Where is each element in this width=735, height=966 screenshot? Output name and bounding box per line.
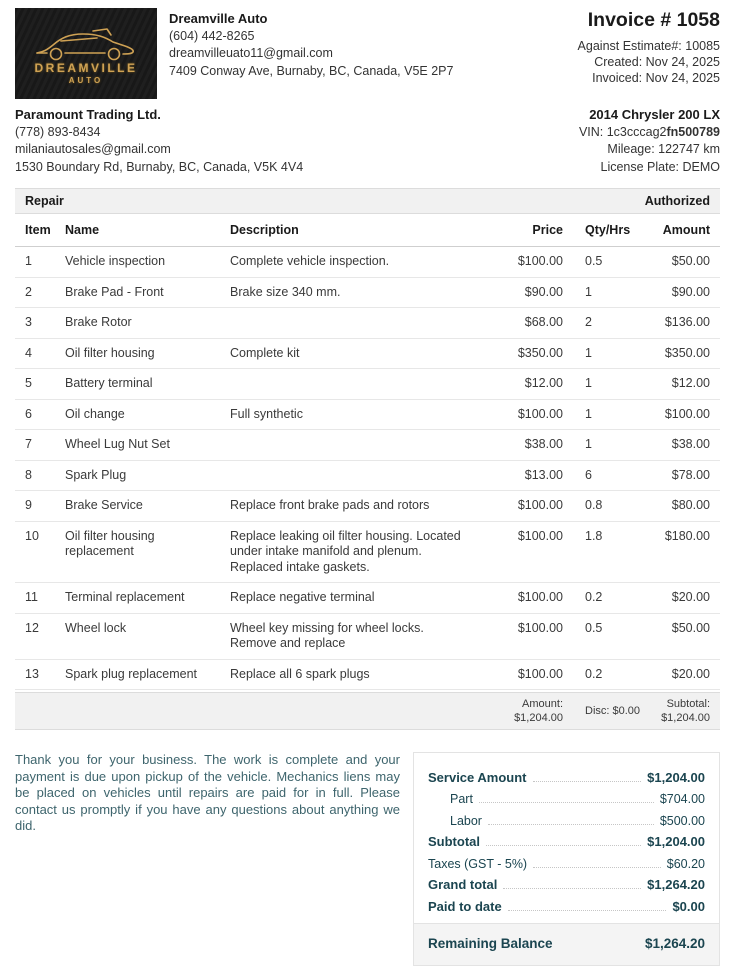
item-price: $100.00 <box>517 620 563 635</box>
taxes-label: Taxes (GST - 5%) <box>428 856 528 871</box>
item-name: Vehicle inspection <box>65 254 166 268</box>
labor-row <box>414 806 719 828</box>
summary-subtotal <box>645 697 710 725</box>
item-name: Spark plug replacement <box>65 666 198 681</box>
table-row <box>15 491 720 522</box>
item-number: 2 <box>25 284 32 299</box>
item-amount: $38.00 <box>671 437 710 451</box>
item-name: Oil change <box>65 406 125 421</box>
item-description: Brake size 340 mm. <box>230 284 341 299</box>
item-amount: $12.00 <box>671 376 710 390</box>
item-amount: $90.00 <box>671 284 710 299</box>
item-amount: $100.00 <box>664 406 710 421</box>
labor-label: Labor <box>450 813 482 828</box>
dotted-leader <box>486 845 641 846</box>
remaining-balance-label: Remaining Balance <box>428 935 553 951</box>
item-number: 4 <box>25 345 32 360</box>
item-amount: $20.00 <box>671 590 710 604</box>
paid-to-date-value: $0.00 <box>672 898 705 914</box>
item-name: Spark Plug <box>65 467 127 482</box>
item-name: Terminal replacement <box>65 590 185 604</box>
item-name: Oil filter housing replacement <box>65 528 155 558</box>
logo-subtitle: AUTO <box>68 75 104 85</box>
customer-address: 1530 Boundary Rd, Burnaby, BC, Canada, V5K 4V4 <box>15 159 304 174</box>
summary-amount-label: Amount: <box>522 698 563 710</box>
item-price: $100.00 <box>517 528 563 543</box>
item-amount: $180.00 <box>664 528 710 543</box>
item-amount: $78.00 <box>671 467 710 482</box>
subtotal-row <box>414 828 719 850</box>
table-row <box>15 522 720 584</box>
item-price: $100.00 <box>517 498 563 512</box>
item-description: Complete vehicle inspection. <box>230 254 390 268</box>
invoice-created-date: Created: Nov 24, 2025 <box>594 55 720 69</box>
grand-total-label: Grand total <box>428 877 498 892</box>
item-price: $100.00 <box>517 590 563 604</box>
item-qty: 1 <box>585 437 592 451</box>
item-name: Brake Service <box>65 498 143 512</box>
business-phone: (604) 442-8265 <box>169 28 255 43</box>
part-value: $704.00 <box>659 792 705 806</box>
item-description: Replace all 6 spark plugs <box>230 666 370 681</box>
item-amount: $350.00 <box>664 345 710 360</box>
vehicle-license-plate: License Plate: DEMO <box>600 159 720 174</box>
service-amount-row <box>414 763 719 785</box>
table-row <box>15 461 720 492</box>
item-description: Wheel key missing for wheel locks. Remove and replace <box>230 620 424 650</box>
summary-subtotal-value: $1,204.00 <box>661 712 710 724</box>
dotted-leader <box>488 824 654 825</box>
item-qty: 1.8 <box>585 528 603 543</box>
item-qty: 0.5 <box>585 620 603 635</box>
summary-amount <box>483 697 563 725</box>
item-description: Replace negative terminal <box>230 590 375 604</box>
customer-email: milaniautosales@gmail.com <box>15 142 171 156</box>
item-price: $13.00 <box>524 467 563 482</box>
invoice-meta <box>578 8 720 86</box>
item-description: Complete kit <box>230 345 300 360</box>
item-number: 5 <box>25 376 32 390</box>
table-row <box>15 308 720 339</box>
totals-panel <box>413 752 720 966</box>
item-name: Brake Pad - Front <box>65 284 164 299</box>
service-section <box>15 188 720 730</box>
summary-discount: Disc: $0.00 <box>585 705 641 717</box>
table-row <box>15 660 720 691</box>
item-qty: 0.2 <box>585 666 603 681</box>
col-header-item: Item <box>25 223 51 237</box>
item-amount: $50.00 <box>671 254 710 268</box>
logo-title: DREAMVILLE <box>34 60 138 75</box>
item-description <box>230 315 483 331</box>
item-price: $100.00 <box>517 666 563 681</box>
table-summary-row <box>15 692 720 730</box>
part-label: Part <box>450 792 473 806</box>
table-row <box>15 247 720 278</box>
remaining-balance-value: $1,264.20 <box>644 935 705 951</box>
item-description <box>230 468 483 484</box>
item-number: 1 <box>25 254 32 268</box>
footer <box>15 752 720 966</box>
col-header-price: Price <box>532 223 563 237</box>
item-amount: $136.00 <box>664 315 710 329</box>
table-row <box>15 278 720 309</box>
labor-value: $500.00 <box>659 813 705 828</box>
item-price: $12.00 <box>524 376 563 390</box>
item-name: Battery terminal <box>65 376 153 390</box>
item-description: Replace leaking oil filter housing. Located under intake manifold and plenum. Replaced intake gaskets. <box>230 528 461 574</box>
summary-amount-value: $1,204.00 <box>514 712 563 724</box>
business-info <box>169 8 453 80</box>
item-amount: $50.00 <box>671 620 710 635</box>
item-qty: 0.8 <box>585 498 603 512</box>
vehicle-vin-prefix: VIN: 1c3cccag2 <box>578 124 667 139</box>
dotted-leader <box>503 888 641 889</box>
item-number: 9 <box>25 498 32 512</box>
vehicle-title: 2014 Chrysler 200 LX <box>589 107 720 122</box>
item-number: 11 <box>25 590 38 604</box>
taxes-value: $60.20 <box>666 856 705 871</box>
table-row <box>15 369 720 400</box>
item-qty: 0.2 <box>585 590 603 604</box>
grand-total-value: $1,264.20 <box>647 877 705 892</box>
part-row <box>414 785 719 807</box>
table-header-row <box>15 214 720 247</box>
item-name: Wheel lock <box>65 620 127 635</box>
thank-you-note: Thank you for your business. The work is complete and your payment is due upon pickup of the vehicle. Mechanics liens may be placed on vehicles until repairs are paid for in full. Please contact us promptly if you have any questions about anything we did. <box>15 752 400 833</box>
item-name: Oil filter housing <box>65 345 155 360</box>
item-qty: 1 <box>585 284 592 299</box>
business-logo <box>15 8 157 99</box>
item-price: $68.00 <box>524 315 563 329</box>
item-amount: $80.00 <box>671 498 710 512</box>
section-title: Repair <box>25 194 64 208</box>
item-number: 10 <box>25 528 39 543</box>
item-description <box>230 437 483 453</box>
invoice-title: Invoice # 1058 <box>587 9 720 31</box>
customer-phone: (778) 893-8434 <box>15 124 101 139</box>
vehicle-vin <box>579 124 720 142</box>
vehicle-mileage: Mileage: 122747 km <box>607 142 720 156</box>
business-address: 7409 Conway Ave, Burnaby, BC, Canada, V5E 2P7 <box>169 63 454 78</box>
item-description: Replace front brake pads and rotors <box>230 498 430 512</box>
item-price: $90.00 <box>524 284 563 299</box>
item-qty: 1 <box>585 406 592 421</box>
paid-to-date-label: Paid to date <box>428 898 502 914</box>
customer-name: Paramount Trading Ltd. <box>15 107 161 122</box>
col-header-amount: Amount <box>662 223 710 237</box>
section-header <box>15 188 720 214</box>
item-qty: 6 <box>585 467 592 482</box>
item-description <box>230 376 483 392</box>
dotted-leader <box>479 802 654 803</box>
item-description: Full synthetic <box>230 406 303 421</box>
logo-car-icon <box>31 23 141 65</box>
summary-subtotal-label: Subtotal: <box>666 698 710 710</box>
table-row <box>15 400 720 431</box>
service-amount-value: $1,204.00 <box>647 769 705 785</box>
col-header-description: Description <box>230 223 299 237</box>
subtotal-value: $1,204.00 <box>647 834 705 849</box>
item-price: $100.00 <box>517 406 563 421</box>
item-amount: $20.00 <box>671 666 710 681</box>
item-qty: 1 <box>585 345 592 360</box>
table-row <box>15 430 720 461</box>
item-number: 12 <box>25 620 39 635</box>
item-price: $350.00 <box>517 345 563 360</box>
subtotal-label: Subtotal <box>428 834 480 849</box>
dotted-leader <box>508 910 667 911</box>
vehicle-info <box>579 106 720 176</box>
item-name: Brake Rotor <box>65 315 132 329</box>
dotted-leader <box>533 867 661 868</box>
table-row <box>15 583 720 614</box>
table-row <box>15 339 720 370</box>
col-header-qty: Qty/Hrs <box>585 223 631 237</box>
parties-section <box>15 106 720 176</box>
section-status: Authorized <box>644 194 710 208</box>
dotted-leader <box>533 781 642 782</box>
item-qty: 2 <box>585 315 592 329</box>
item-number: 8 <box>25 467 32 482</box>
remaining-balance-section <box>414 923 719 965</box>
business-email: dreamvilleuato11@gmail.com <box>169 46 333 60</box>
item-qty: 1 <box>585 376 592 390</box>
item-price: $100.00 <box>517 254 563 268</box>
item-name: Wheel Lug Nut Set <box>65 437 170 451</box>
item-price: $38.00 <box>524 437 563 451</box>
invoice-against-estimate: Against Estimate#: 10085 <box>577 39 720 53</box>
item-number: 6 <box>25 406 32 421</box>
table-row <box>15 614 720 660</box>
grand-total-row <box>414 871 719 893</box>
item-number: 7 <box>25 437 32 451</box>
service-amount-label: Service Amount <box>428 769 527 785</box>
item-qty: 0.5 <box>585 254 603 268</box>
taxes-row <box>414 849 719 871</box>
col-header-name: Name <box>65 223 100 237</box>
remaining-balance-row <box>428 936 705 951</box>
item-number: 3 <box>25 315 32 329</box>
business-name: Dreamville Auto <box>169 11 268 26</box>
vehicle-vin-bold: fn500789 <box>666 124 720 139</box>
paid-to-date-row <box>414 892 719 914</box>
item-number: 13 <box>25 666 39 681</box>
invoice-invoiced-date: Invoiced: Nov 24, 2025 <box>592 71 720 85</box>
header <box>15 8 720 99</box>
customer-info <box>15 106 303 176</box>
